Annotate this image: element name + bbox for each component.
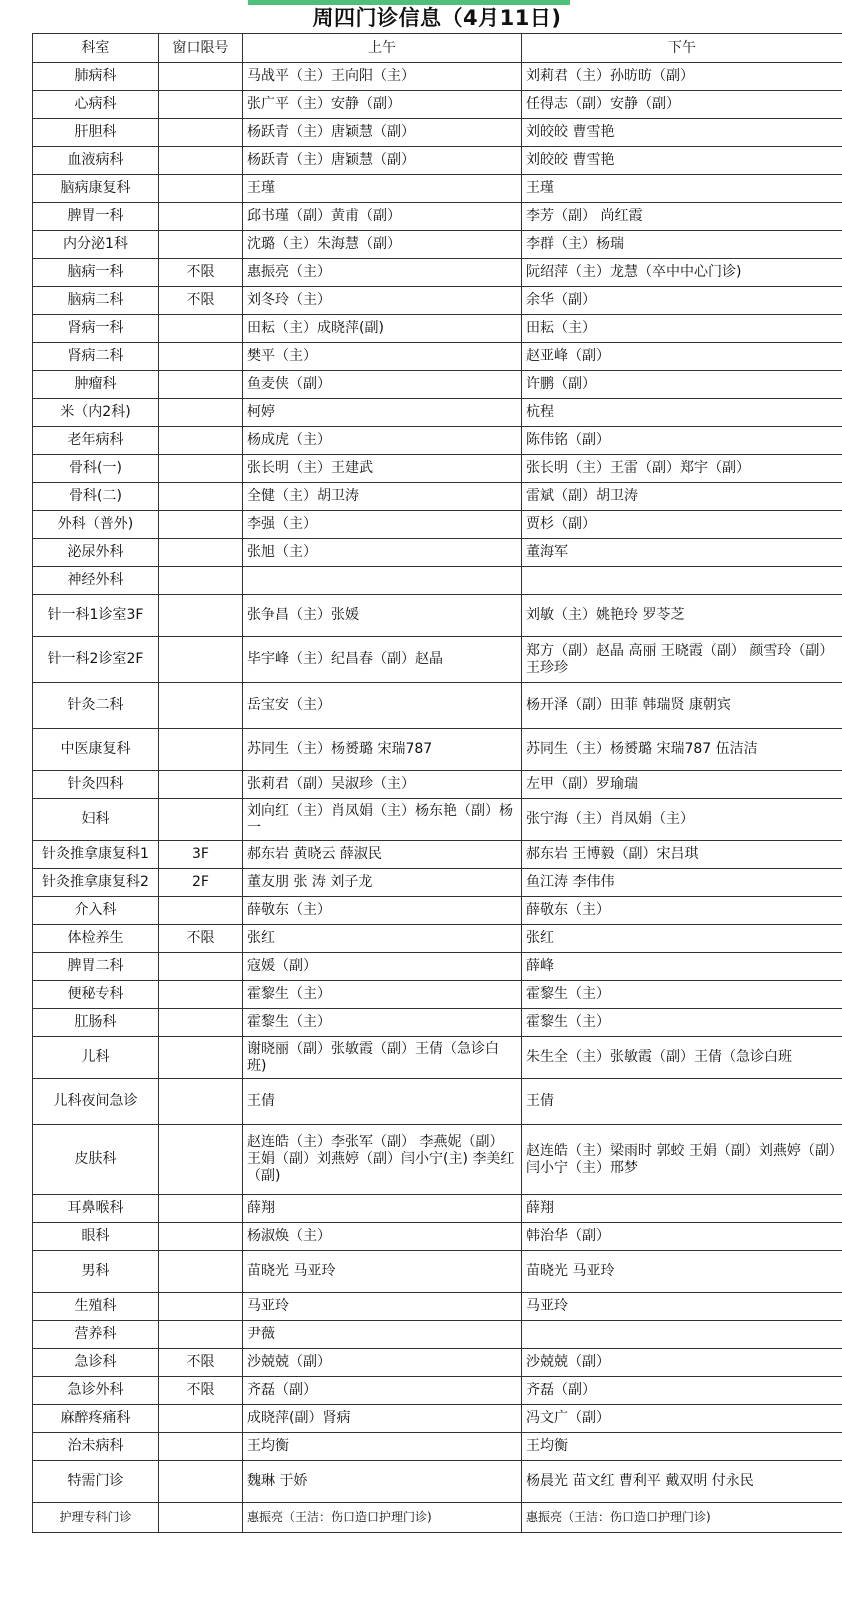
afternoon-cell: 田耘（主）	[522, 315, 842, 343]
dept-cell: 肿瘤科	[33, 371, 159, 399]
table-row	[33, 981, 842, 1009]
dept-cell: 针灸二科	[33, 683, 159, 729]
window-limit-cell: 不限	[159, 1377, 243, 1405]
table-row	[33, 1377, 842, 1405]
table-row	[33, 869, 842, 897]
window-limit-cell	[159, 511, 243, 539]
afternoon-cell: 杨晨光 苗文红 曹利平 戴双明 付永民	[522, 1461, 842, 1503]
afternoon-cell: 王均衡	[522, 1433, 842, 1461]
morning-cell: 李强（主）	[243, 511, 522, 539]
afternoon-cell	[522, 567, 842, 595]
afternoon-cell: 薛敬东（主）	[522, 897, 842, 925]
dept-cell: 血液病科	[33, 147, 159, 175]
table-row	[33, 315, 842, 343]
morning-cell: 杨淑焕（主）	[243, 1223, 522, 1251]
afternoon-cell	[522, 1321, 842, 1349]
dept-cell: 泌尿外科	[33, 539, 159, 567]
window-limit-cell	[159, 91, 243, 119]
table-row	[33, 1405, 842, 1433]
afternoon-cell: 余华（副）	[522, 287, 842, 315]
morning-cell: 岳宝安（主）	[243, 683, 522, 729]
table-row	[33, 427, 842, 455]
morning-cell: 郝东岩 黄晓云 薛淑民	[243, 841, 522, 869]
morning-cell: 张长明（主）王建武	[243, 455, 522, 483]
dept-cell: 营养科	[33, 1321, 159, 1349]
morning-cell: 鱼麦侠（副）	[243, 371, 522, 399]
table-row	[33, 399, 842, 427]
morning-cell: 樊平（主）	[243, 343, 522, 371]
dept-cell: 介入科	[33, 897, 159, 925]
morning-cell: 张红	[243, 925, 522, 953]
window-limit-cell	[159, 315, 243, 343]
morning-cell: 杨成虎（主）	[243, 427, 522, 455]
table-row	[33, 1293, 842, 1321]
dept-cell: 肝胆科	[33, 119, 159, 147]
table-row	[33, 1223, 842, 1251]
window-limit-cell: 2F	[159, 869, 243, 897]
window-limit-cell	[159, 1009, 243, 1037]
dept-cell: 急诊外科	[33, 1377, 159, 1405]
table-header-row	[33, 34, 842, 63]
dept-cell: 心病科	[33, 91, 159, 119]
window-limit-cell: 3F	[159, 841, 243, 869]
afternoon-cell: 刘皎皎 曹雪艳	[522, 147, 842, 175]
afternoon-cell: 郑方（副）赵晶 高丽 王晓霞（副） 颜雪玲（副）王珍珍	[522, 637, 842, 683]
afternoon-cell: 冯文广（副）	[522, 1405, 842, 1433]
dept-cell: 脑病康复科	[33, 175, 159, 203]
morning-cell: 成晓萍(副）肾病	[243, 1405, 522, 1433]
table-row	[33, 1321, 842, 1349]
window-limit-cell	[159, 1405, 243, 1433]
window-limit-cell	[159, 455, 243, 483]
window-limit-cell	[159, 1321, 243, 1349]
morning-cell: 齐磊（副）	[243, 1377, 522, 1405]
table-row	[33, 1195, 842, 1223]
header-afternoon: 下午	[522, 34, 842, 63]
dept-cell: 脑病一科	[33, 259, 159, 287]
morning-cell: 杨跃青（主）唐颖慧（副）	[243, 147, 522, 175]
morning-cell: 赵连皓（主）李张军（副） 李燕妮（副）王娟（副）刘燕婷（副）闫小宁(主) 李美红（副)	[243, 1125, 522, 1195]
dept-cell: 针灸推拿康复科1	[33, 841, 159, 869]
morning-cell	[243, 567, 522, 595]
table-row	[33, 567, 842, 595]
window-limit-cell	[159, 231, 243, 259]
dept-cell: 体检养生	[33, 925, 159, 953]
table-row	[33, 371, 842, 399]
window-limit-cell	[159, 595, 243, 637]
window-limit-cell	[159, 1195, 243, 1223]
table-row	[33, 841, 842, 869]
morning-cell: 沈璐（主）朱海慧（副）	[243, 231, 522, 259]
window-limit-cell	[159, 1037, 243, 1079]
table-row	[33, 91, 842, 119]
morning-cell: 魏琳 于娇	[243, 1461, 522, 1503]
window-limit-cell	[159, 1433, 243, 1461]
morning-cell: 杨跃青（主）唐颖慧（副）	[243, 119, 522, 147]
afternoon-cell: 韩治华（副）	[522, 1223, 842, 1251]
dept-cell: 针灸推拿康复科2	[33, 869, 159, 897]
dept-cell: 肾病二科	[33, 343, 159, 371]
table-row	[33, 595, 842, 637]
table-row	[33, 455, 842, 483]
afternoon-cell: 杭程	[522, 399, 842, 427]
afternoon-cell: 李芳（副） 尚红霞	[522, 203, 842, 231]
window-limit-cell	[159, 147, 243, 175]
morning-cell: 薛翔	[243, 1195, 522, 1223]
table-row	[33, 119, 842, 147]
window-limit-cell	[159, 539, 243, 567]
dept-cell: 麻醉疼痛科	[33, 1405, 159, 1433]
window-limit-cell	[159, 953, 243, 981]
table-row	[33, 729, 842, 771]
window-limit-cell	[159, 1293, 243, 1321]
window-limit-cell	[159, 981, 243, 1009]
afternoon-cell: 马亚玲	[522, 1293, 842, 1321]
dept-cell: 神经外科	[33, 567, 159, 595]
window-limit-cell	[159, 399, 243, 427]
afternoon-cell: 张长明（主）王雷（副）郑宇（副）	[522, 455, 842, 483]
dept-cell: 护理专科门诊	[33, 1503, 159, 1533]
window-limit-cell	[159, 371, 243, 399]
afternoon-cell: 苗晓光 马亚玲	[522, 1251, 842, 1293]
morning-cell: 薛敬东（主）	[243, 897, 522, 925]
morning-cell: 毕宇峰（主）纪昌春（副）赵晶	[243, 637, 522, 683]
table-row	[33, 771, 842, 799]
dept-cell: 针灸四科	[33, 771, 159, 799]
afternoon-cell: 刘皎皎 曹雪艳	[522, 119, 842, 147]
afternoon-cell: 霍黎生（主）	[522, 1009, 842, 1037]
dept-cell: 男科	[33, 1251, 159, 1293]
afternoon-cell: 杨开泽（副）田菲 韩瑞贤 康朝宾	[522, 683, 842, 729]
morning-cell: 尹薇	[243, 1321, 522, 1349]
table-row	[33, 287, 842, 315]
window-limit-cell	[159, 1079, 243, 1125]
morning-cell: 惠振亮（王洁：伤口造口护理门诊)	[243, 1503, 522, 1533]
table-row	[33, 683, 842, 729]
afternoon-cell: 苏同生（主）杨赟璐 宋瑞787 伍洁洁	[522, 729, 842, 771]
morning-cell: 王倩	[243, 1079, 522, 1125]
table-row	[33, 637, 842, 683]
morning-cell: 谢晓丽（副）张敏霞（副）王倩（急诊白班)	[243, 1037, 522, 1079]
window-limit-cell	[159, 729, 243, 771]
morning-cell: 刘冬玲（主）	[243, 287, 522, 315]
table-row	[33, 1433, 842, 1461]
window-limit-cell	[159, 683, 243, 729]
morning-cell: 王均衡	[243, 1433, 522, 1461]
afternoon-cell: 许鹏（副）	[522, 371, 842, 399]
table-row	[33, 1079, 842, 1125]
afternoon-cell: 赵亚峰（副）	[522, 343, 842, 371]
dept-cell: 肺病科	[33, 63, 159, 91]
table-row	[33, 63, 842, 91]
table-row	[33, 511, 842, 539]
morning-cell: 惠振亮（主）	[243, 259, 522, 287]
morning-cell: 马亚玲	[243, 1293, 522, 1321]
afternoon-cell: 刘莉君（主）孙昉昉（副）	[522, 63, 842, 91]
dept-cell: 眼科	[33, 1223, 159, 1251]
window-limit-cell	[159, 343, 243, 371]
dept-cell: 妇科	[33, 799, 159, 841]
window-limit-cell: 不限	[159, 925, 243, 953]
dept-cell: 米（内2科)	[33, 399, 159, 427]
morning-cell: 全健（主）胡卫涛	[243, 483, 522, 511]
table-row	[33, 483, 842, 511]
morning-cell: 张旭（主）	[243, 539, 522, 567]
table-row	[33, 147, 842, 175]
afternoon-cell: 张宁海（主）肖凤娟（主）	[522, 799, 842, 841]
afternoon-cell: 王瑾	[522, 175, 842, 203]
dept-cell: 老年病科	[33, 427, 159, 455]
window-limit-cell	[159, 63, 243, 91]
window-limit-cell	[159, 637, 243, 683]
morning-cell: 霍黎生（主）	[243, 981, 522, 1009]
window-limit-cell	[159, 771, 243, 799]
table-row	[33, 1037, 842, 1079]
afternoon-cell: 雷斌（副）胡卫涛	[522, 483, 842, 511]
dept-cell: 肾病一科	[33, 315, 159, 343]
morning-cell: 张广平（主）安静（副）	[243, 91, 522, 119]
table-row	[33, 259, 842, 287]
afternoon-cell: 朱生全（主）张敏霞（副）王倩（急诊白班	[522, 1037, 842, 1079]
window-limit-cell	[159, 897, 243, 925]
dept-cell: 针一科1诊室3F	[33, 595, 159, 637]
table-row	[33, 799, 842, 841]
window-limit-cell	[159, 1125, 243, 1195]
table-row	[33, 1503, 842, 1533]
afternoon-cell: 沙兢兢（副）	[522, 1349, 842, 1377]
afternoon-cell: 阮绍萍（主）龙慧（卒中中心门诊)	[522, 259, 842, 287]
window-limit-cell: 不限	[159, 1349, 243, 1377]
header-dept: 科室	[33, 34, 159, 63]
table-row	[33, 1125, 842, 1195]
dept-cell: 脾胃一科	[33, 203, 159, 231]
table-row	[33, 539, 842, 567]
morning-cell: 马战平（主）王向阳（主）	[243, 63, 522, 91]
dept-cell: 儿科夜间急诊	[33, 1079, 159, 1125]
dept-cell: 肛肠科	[33, 1009, 159, 1037]
table-row	[33, 1461, 842, 1503]
afternoon-cell: 赵连皓（主）梁雨时 郭蛟 王娟（副）刘燕婷（副）闫小宁（主）邢梦	[522, 1125, 842, 1195]
dept-cell: 特需门诊	[33, 1461, 159, 1503]
window-limit-cell	[159, 119, 243, 147]
header-morning: 上午	[243, 34, 522, 63]
table-row	[33, 897, 842, 925]
dept-cell: 骨科(一)	[33, 455, 159, 483]
afternoon-cell: 刘敏（主）姚艳玲 罗苓芝	[522, 595, 842, 637]
afternoon-cell: 郝东岩 王博毅（副）宋吕琪	[522, 841, 842, 869]
table-row	[33, 1349, 842, 1377]
table-row	[33, 175, 842, 203]
morning-cell: 邱书瑾（副）黄甫（副）	[243, 203, 522, 231]
afternoon-cell: 陈伟铭（副）	[522, 427, 842, 455]
dept-cell: 治未病科	[33, 1433, 159, 1461]
morning-cell: 张争昌（主）张媛	[243, 595, 522, 637]
morning-cell: 王瑾	[243, 175, 522, 203]
dept-cell: 骨科(二)	[33, 483, 159, 511]
window-limit-cell: 不限	[159, 259, 243, 287]
table-row	[33, 1009, 842, 1037]
afternoon-cell: 任得志（副）安静（副）	[522, 91, 842, 119]
header-window-limit: 窗口限号	[159, 34, 243, 63]
afternoon-cell: 董海军	[522, 539, 842, 567]
morning-cell: 沙兢兢（副）	[243, 1349, 522, 1377]
afternoon-cell: 霍黎生（主）	[522, 981, 842, 1009]
window-limit-cell	[159, 175, 243, 203]
window-limit-cell	[159, 1503, 243, 1533]
window-limit-cell: 不限	[159, 287, 243, 315]
dept-cell: 脾胃二科	[33, 953, 159, 981]
morning-cell: 苏同生（主）杨赟璐 宋瑞787	[243, 729, 522, 771]
afternoon-cell: 王倩	[522, 1079, 842, 1125]
morning-cell: 董友朋 张 涛 刘子龙	[243, 869, 522, 897]
table-row	[33, 1251, 842, 1293]
morning-cell: 田耘（主）成晓萍(副)	[243, 315, 522, 343]
window-limit-cell	[159, 567, 243, 595]
page-title: 周四门诊信息（4月11日)	[312, 6, 562, 30]
window-limit-cell	[159, 483, 243, 511]
window-limit-cell	[159, 1461, 243, 1503]
afternoon-cell: 左甲（副）罗瑜瑞	[522, 771, 842, 799]
table-row	[33, 343, 842, 371]
morning-cell: 苗晓光 马亚玲	[243, 1251, 522, 1293]
table-row	[33, 953, 842, 981]
table-row	[33, 231, 842, 259]
dept-cell: 急诊科	[33, 1349, 159, 1377]
afternoon-cell: 贾杉（副）	[522, 511, 842, 539]
dept-cell: 皮肤科	[33, 1125, 159, 1195]
dept-cell: 外科（普外)	[33, 511, 159, 539]
afternoon-cell: 薛翔	[522, 1195, 842, 1223]
window-limit-cell	[159, 1251, 243, 1293]
morning-cell: 柯婷	[243, 399, 522, 427]
morning-cell: 寇媛（副）	[243, 953, 522, 981]
dept-cell: 脑病二科	[33, 287, 159, 315]
schedule-table	[32, 33, 842, 1533]
dept-cell: 儿科	[33, 1037, 159, 1079]
afternoon-cell: 薛峰	[522, 953, 842, 981]
table-row	[33, 203, 842, 231]
window-limit-cell	[159, 1223, 243, 1251]
morning-cell: 霍黎生（主）	[243, 1009, 522, 1037]
afternoon-cell: 鱼江涛 李伟伟	[522, 869, 842, 897]
morning-cell: 张莉君（副）吴淑珍（主）	[243, 771, 522, 799]
window-limit-cell	[159, 799, 243, 841]
window-limit-cell	[159, 427, 243, 455]
morning-cell: 刘向红（主）肖凤娟（主）杨东艳（副）杨一	[243, 799, 522, 841]
dept-cell: 生殖科	[33, 1293, 159, 1321]
afternoon-cell: 李群（主）杨瑞	[522, 231, 842, 259]
dept-cell: 针一科2诊室2F	[33, 637, 159, 683]
table-row	[33, 925, 842, 953]
dept-cell: 中医康复科	[33, 729, 159, 771]
dept-cell: 便秘专科	[33, 981, 159, 1009]
dept-cell: 耳鼻喉科	[33, 1195, 159, 1223]
dept-cell: 内分泌1科	[33, 231, 159, 259]
afternoon-cell: 张红	[522, 925, 842, 953]
window-limit-cell	[159, 203, 243, 231]
afternoon-cell: 齐磊（副）	[522, 1377, 842, 1405]
afternoon-cell: 惠振亮（王洁：伤口造口护理门诊)	[522, 1503, 842, 1533]
